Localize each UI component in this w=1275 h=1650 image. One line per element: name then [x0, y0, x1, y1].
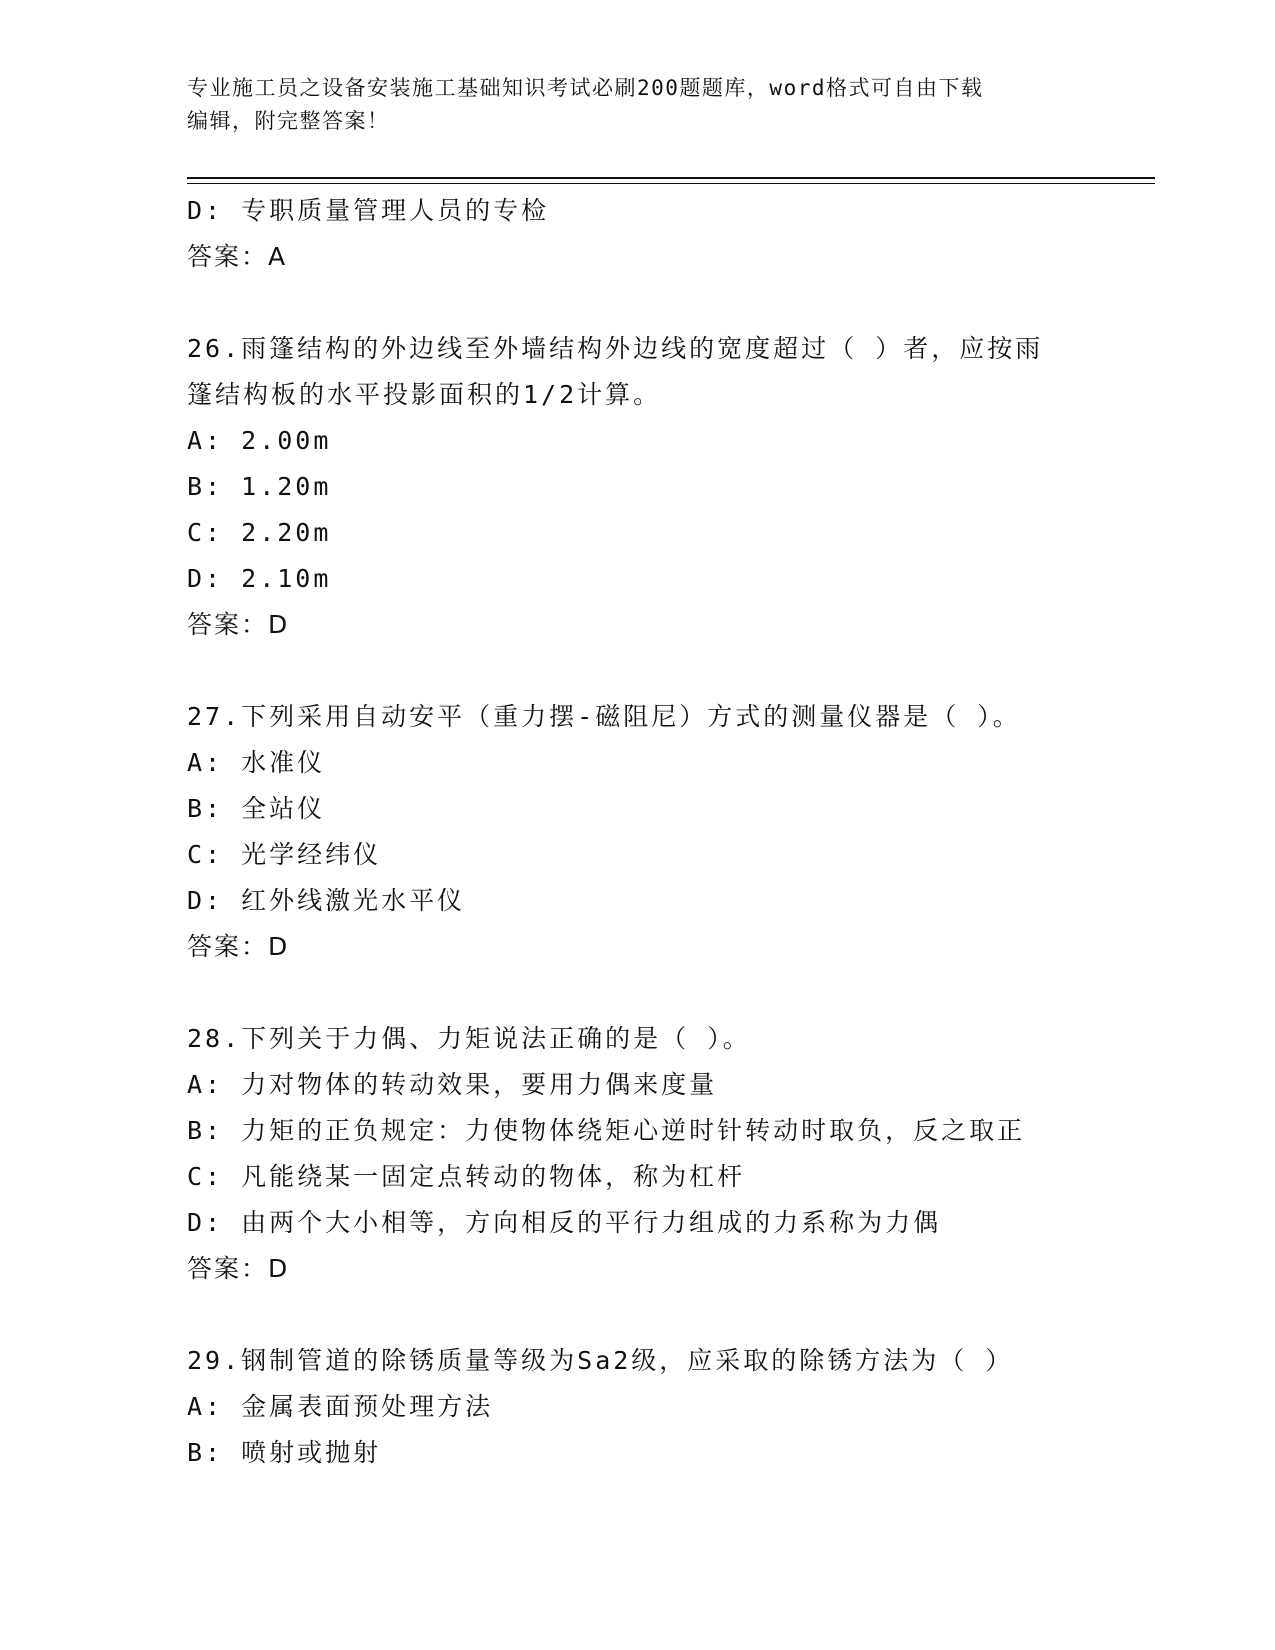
- q27-answer: 答案：D: [187, 932, 290, 961]
- header-rule-thin: [187, 183, 1155, 184]
- q26-option-b: B: 1.20m: [187, 472, 332, 501]
- document-body: [187, 188, 1087, 1476]
- spacer: [187, 970, 1087, 1016]
- q27-option-a: A: 水准仪: [187, 748, 326, 777]
- q27-option-d: D: 红外线激光水平仪: [187, 886, 466, 915]
- q26-stem-line-1: 26.雨篷结构的外边线至外墙结构外边线的宽度超过（ ）者，应按雨: [187, 334, 1044, 363]
- header-line-1: 专业施工员之设备安装施工基础知识考试必刷200题题库，word格式可自由下载: [187, 76, 984, 100]
- q26-option-a: A: 2.00m: [187, 426, 332, 455]
- spacer: [187, 280, 1087, 326]
- spacer: [187, 1292, 1087, 1338]
- spacer: [187, 648, 1087, 694]
- q26-answer: 答案：D: [187, 610, 290, 639]
- q28-option-a: A: 力对物体的转动效果，要用力偶来度量: [187, 1070, 718, 1099]
- q28-option-d: D: 由两个大小相等，方向相反的平行力组成的力系称为力偶: [187, 1208, 942, 1237]
- document-header: [187, 72, 1087, 138]
- q29-option-a: A: 金属表面预处理方法: [187, 1392, 494, 1421]
- q26-stem-line-2: 篷结构板的水平投影面积的1/2计算。: [187, 380, 662, 409]
- q28-answer: 答案：D: [187, 1254, 290, 1283]
- header-rule-thick: [187, 177, 1155, 179]
- q29-stem: 29.钢制管道的除锈质量等级为Sa2级，应采取的除锈方法为（ ）: [187, 1346, 1014, 1375]
- q29-option-b: B: 喷射或抛射: [187, 1438, 382, 1467]
- q28-option-c: C: 凡能绕某一固定点转动的物体，称为杠杆: [187, 1162, 746, 1191]
- q25-answer: 答案：A: [187, 242, 288, 271]
- q27-option-c: C: 光学经纬仪: [187, 840, 382, 869]
- q28-stem: 28.下列关于力偶、力矩说法正确的是（ ）。: [187, 1024, 751, 1053]
- q26-option-c: C: 2.20m: [187, 518, 332, 547]
- q27-option-b: B: 全站仪: [187, 794, 326, 823]
- q28-option-b: B: 力矩的正负规定：力使物体绕矩心逆时针转动时取负，反之取正: [187, 1116, 1026, 1145]
- q25-option-d: D: 专职质量管理人员的专检: [187, 196, 550, 225]
- header-line-2: 编辑，附完整答案！: [187, 109, 390, 133]
- q26-option-d: D: 2.10m: [187, 564, 332, 593]
- q27-stem: 27.下列采用自动安平（重力摆-磁阻尼）方式的测量仪器是（ ）。: [187, 702, 1021, 731]
